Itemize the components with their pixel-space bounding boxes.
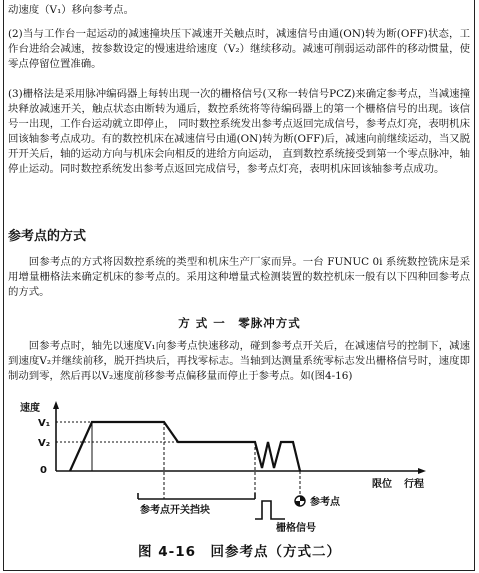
reference-return-diagram	[0, 395, 479, 535]
reference-point-label: 参考点	[310, 497, 340, 508]
grid-signal-label: 栅格信号	[276, 523, 316, 534]
switch-block-label: 参考点开关挡块	[140, 505, 210, 516]
grid-signal-pulse	[255, 501, 285, 519]
section-heading: 参考点的方式	[8, 229, 87, 244]
limit-label: 限位	[372, 479, 392, 490]
paragraph-methods-intro: 回参考点的方式将因数控系统的类型和机床生产厂家而异。一台 FUNUC 0i 系统数控铣床是采用增量栅格法来确定机床的参考点的。采用这种增量式检测装置的数控机床一般有以下四种回参考点的方式。	[8, 256, 470, 298]
paragraph-step-3: (3)栅格法是采用脉冲编码器上每转出现一次的栅格信号(又称一转信号PCZ)来确定参考点，当减速撞块释放减速开关，触点状态由断转为通后，数控系统将等待编码器上的第一个栅格信号的出现。该信号一出现，工作台运动就立即停止， 同时数控系统发出参考点返回完成信号，参考点灯亮，表明机床回该轴参考点成功。有的数控机床在减速信号由通(ON)转为断(OFF)后，减速向前继续运动，当又脱开开关后，轴的运动方向与机床会向相反的进给方向运动， 直到数控系统接受到第一个零点脉冲，轴停止运动。同时数控系统发出参考点返回完成信号，参考点灯亮，表明机床回该轴参考点成功。	[8, 88, 470, 175]
v2-label: V₂	[38, 438, 51, 449]
travel-label: 行程	[404, 479, 424, 490]
paragraph-intro-tail: 动速度（V₁）移向参考点。	[8, 4, 134, 16]
x-axis-arrow	[418, 468, 426, 474]
speed-profile-curve	[70, 422, 300, 471]
v1-label: V₁	[38, 418, 51, 429]
figure-caption: 图 4-16 回参考点（方式二）	[138, 544, 341, 560]
origin-label: 0	[40, 465, 47, 476]
method-one-title: 方 式 一 零脉冲方式	[178, 316, 301, 330]
y-axis-arrow	[53, 401, 59, 409]
paragraph-step-2: (2)当与工作台一起运动的减速撞块压下减速开关触点时，减速信号由通(ON)转为断(OFF)状态，工作台进给会减速，按参数设定的慢速进给速度（V₂）继续移动。减速可削弱运动部件的移动惯量，使零点停留位置准确。	[8, 28, 470, 70]
y-axis-label: 速度	[20, 403, 40, 414]
paragraph-method-one: 回参考点时，轴先以速度V₁向参考点快速移动，碰到参考点开关后，在减速信号的控制下，减速到速度V₂并继续前移，脱开挡块后，再找零标志。当轴到达测量系统零标志发出栅格信号时，速度即制动到零，然后再以V₂速度前移参考点偏移量而停止于参考点。如(图4-16)	[8, 340, 470, 382]
